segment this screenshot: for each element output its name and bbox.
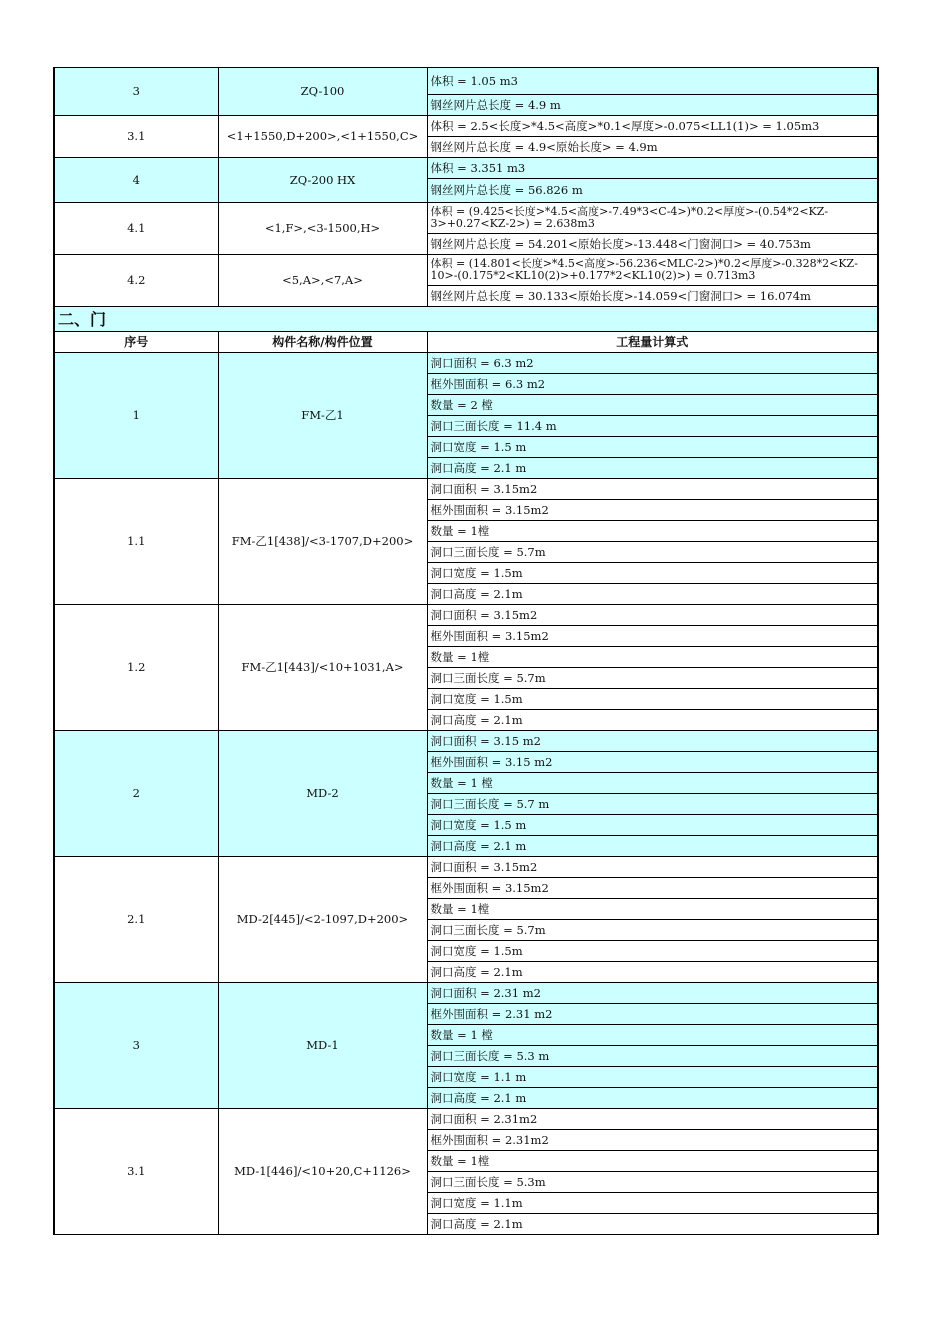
formula-cell: 洞口三面长度 = 5.7m <box>427 542 878 563</box>
seq-cell: 3 <box>54 983 218 1109</box>
header-row <box>54 332 878 353</box>
formula-cell: 洞口高度 = 2.1 m <box>427 458 878 479</box>
formula-cell: 数量 = 1 樘 <box>427 1025 878 1046</box>
formula-cell: 洞口宽度 = 1.5 m <box>427 815 878 836</box>
formula-cell: 框外围面积 = 3.15m2 <box>427 626 878 647</box>
formula-cell: 洞口宽度 = 1.5m <box>427 941 878 962</box>
table-row <box>54 158 878 179</box>
formula-cell: 数量 = 1樘 <box>427 521 878 542</box>
formula-cell: 洞口高度 = 2.1m <box>427 962 878 983</box>
component-name-cell: MD-1 <box>218 983 427 1109</box>
formula-cell: 洞口高度 = 2.1 m <box>427 1088 878 1109</box>
table-row <box>54 479 878 500</box>
table-row <box>54 1109 878 1130</box>
component-name-cell: <5,A>,<7,A> <box>218 255 427 307</box>
formula-cell: 体积 = 1.05 m3 <box>427 68 878 95</box>
formula-cell: 体积 = (9.425<长度>*4.5<高度>-7.49*3<C-4>)*0.2<厚度>-(0.54*2<KZ-3>+0.27<KZ-2>) = 2.638m3 <box>427 203 878 234</box>
formula-cell: 洞口面积 = 3.15m2 <box>427 605 878 626</box>
component-name-cell: MD-1[446]/<10+20,C+1126> <box>218 1109 427 1235</box>
seq-cell: 3 <box>54 68 218 116</box>
formula-cell: 洞口三面长度 = 5.3 m <box>427 1046 878 1067</box>
seq-cell: 1.1 <box>54 479 218 605</box>
table-row <box>54 983 878 1004</box>
formula-cell: 钢丝网片总长度 = 56.826 m <box>427 179 878 203</box>
formula-cell: 洞口面积 = 2.31m2 <box>427 1109 878 1130</box>
formula-cell: 体积 = 2.5<长度>*4.5<高度>*0.1<厚度>-0.075<LL1(1)> = 1.05m3 <box>427 116 878 137</box>
formula-cell: 洞口面积 = 3.15m2 <box>427 479 878 500</box>
table-row <box>54 857 878 878</box>
formula-cell: 洞口宽度 = 1.5 m <box>427 437 878 458</box>
formula-cell: 洞口宽度 = 1.1 m <box>427 1067 878 1088</box>
header-seq: 序号 <box>54 332 218 353</box>
formula-cell: 洞口三面长度 = 5.7m <box>427 920 878 941</box>
quantity-sheet <box>53 67 877 1235</box>
formula-cell: 洞口三面长度 = 5.7 m <box>427 794 878 815</box>
component-name-cell: <1+1550,D+200>,<1+1550,C> <box>218 116 427 158</box>
table-row <box>54 203 878 234</box>
header-formula: 工程量计算式 <box>427 332 878 353</box>
seq-cell: 4.1 <box>54 203 218 255</box>
formula-cell: 洞口宽度 = 1.5m <box>427 689 878 710</box>
formula-cell: 洞口高度 = 2.1m <box>427 1214 878 1235</box>
formula-cell: 洞口高度 = 2.1m <box>427 584 878 605</box>
formula-cell: 数量 = 1 樘 <box>427 773 878 794</box>
seq-cell: 4 <box>54 158 218 203</box>
section2-body <box>54 307 878 353</box>
formula-cell: 框外围面积 = 2.31 m2 <box>427 1004 878 1025</box>
component-name-cell: ZQ-100 <box>218 68 427 116</box>
formula-cell: 钢丝网片总长度 = 54.201<原始长度>-13.448<门窗洞口> = 40.753m <box>427 234 878 255</box>
component-name-cell: ZQ-200 HX <box>218 158 427 203</box>
seq-cell: 1.2 <box>54 605 218 731</box>
section-row <box>54 307 878 332</box>
formula-cell: 洞口宽度 = 1.5m <box>427 563 878 584</box>
formula-cell: 数量 = 2 樘 <box>427 395 878 416</box>
seq-cell: 3.1 <box>54 116 218 158</box>
seq-cell: 2 <box>54 731 218 857</box>
part2-body <box>54 353 878 1235</box>
formula-cell: 洞口面积 = 3.15 m2 <box>427 731 878 752</box>
formula-cell: 钢丝网片总长度 = 4.9 m <box>427 95 878 116</box>
formula-cell: 框外围面积 = 2.31m2 <box>427 1130 878 1151</box>
component-name-cell: <1,F>,<3-1500,H> <box>218 203 427 255</box>
formula-cell: 洞口高度 = 2.1m <box>427 710 878 731</box>
formula-cell: 框外围面积 = 3.15 m2 <box>427 752 878 773</box>
quantity-table <box>53 67 879 1235</box>
header-name: 构件名称/构件位置 <box>218 332 427 353</box>
formula-cell: 洞口宽度 = 1.1m <box>427 1193 878 1214</box>
component-name-cell: FM-乙1[438]/<3-1707,D+200> <box>218 479 427 605</box>
seq-cell: 1 <box>54 353 218 479</box>
formula-cell: 体积 = (14.801<长度>*4.5<高度>-56.236<MLC-2>)*0.2<厚度>-0.328*2<KZ-10>-(0.175*2<KL10(2)>+0.177*2<KL10(2)>) = 0.713m3 <box>427 255 878 286</box>
table-row <box>54 353 878 374</box>
formula-cell: 体积 = 3.351 m3 <box>427 158 878 179</box>
formula-cell: 洞口三面长度 = 5.7m <box>427 668 878 689</box>
formula-cell: 洞口面积 = 3.15m2 <box>427 857 878 878</box>
component-name-cell: MD-2 <box>218 731 427 857</box>
formula-cell: 框外围面积 = 3.15m2 <box>427 878 878 899</box>
table-row <box>54 255 878 286</box>
table-row <box>54 116 878 137</box>
table-row <box>54 731 878 752</box>
seq-cell: 4.2 <box>54 255 218 307</box>
formula-cell: 框外围面积 = 3.15m2 <box>427 500 878 521</box>
formula-cell: 洞口面积 = 2.31 m2 <box>427 983 878 1004</box>
formula-cell: 钢丝网片总长度 = 4.9<原始长度> = 4.9m <box>427 137 878 158</box>
formula-cell: 数量 = 1樘 <box>427 1151 878 1172</box>
seq-cell: 3.1 <box>54 1109 218 1235</box>
part1-body <box>54 68 878 307</box>
component-name-cell: MD-2[445]/<2-1097,D+200> <box>218 857 427 983</box>
seq-cell: 2.1 <box>54 857 218 983</box>
table-row <box>54 68 878 95</box>
formula-cell: 洞口三面长度 = 5.3m <box>427 1172 878 1193</box>
formula-cell: 洞口三面长度 = 11.4 m <box>427 416 878 437</box>
formula-cell: 洞口面积 = 6.3 m2 <box>427 353 878 374</box>
table-row <box>54 605 878 626</box>
formula-cell: 数量 = 1樘 <box>427 899 878 920</box>
formula-cell: 数量 = 1樘 <box>427 647 878 668</box>
formula-cell: 框外围面积 = 6.3 m2 <box>427 374 878 395</box>
section-title: 二、门 <box>54 307 878 332</box>
formula-cell: 洞口高度 = 2.1 m <box>427 836 878 857</box>
component-name-cell: FM-乙1 <box>218 353 427 479</box>
component-name-cell: FM-乙1[443]/<10+1031,A> <box>218 605 427 731</box>
formula-cell: 钢丝网片总长度 = 30.133<原始长度>-14.059<门窗洞口> = 16.074m <box>427 286 878 307</box>
